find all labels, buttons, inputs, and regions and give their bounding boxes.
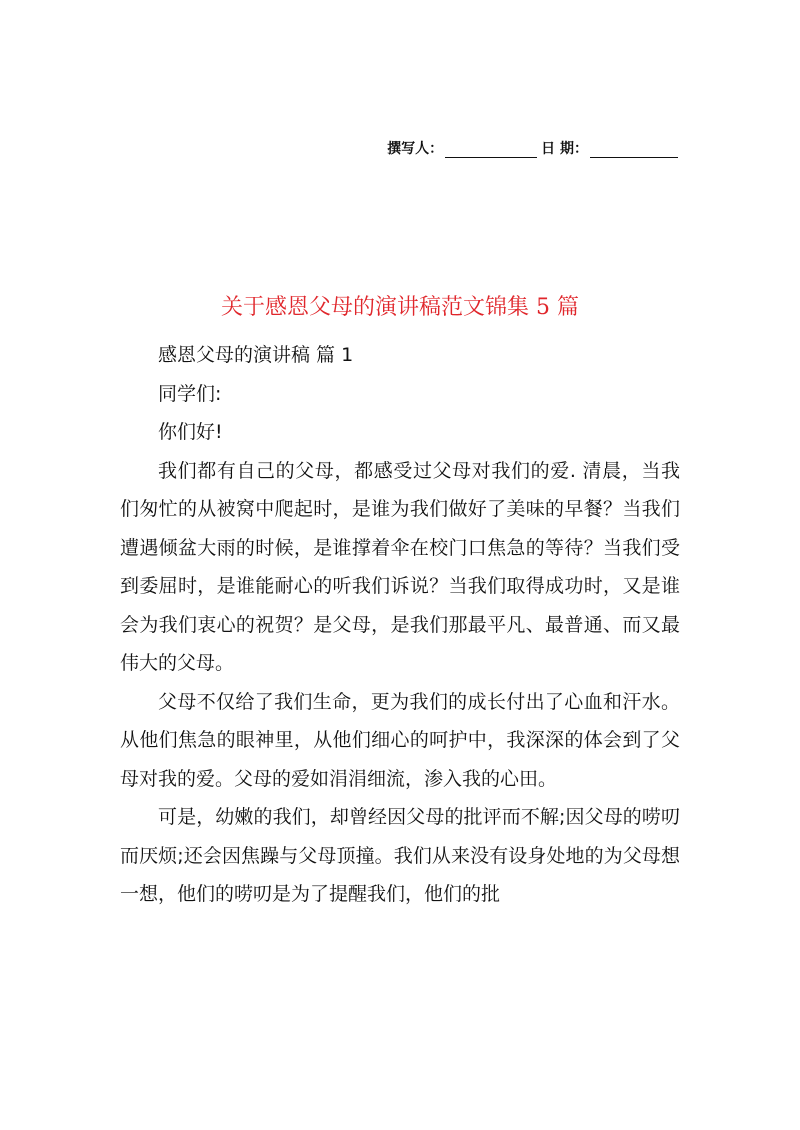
section-heading: 感恩父母的演讲稿 篇 1 [158,344,354,366]
author-date-line [387,138,680,158]
body-paragraph: 我们都有自己的父母，都感受过父母对我们的爱. 清晨，当我们匆忙的从被窝中爬起时，是谁为我们做好了美味的早餐？当我们遭遇倾盆大雨的时候，是谁撑着伞在校门口焦急的等待？当我们受到委屈时，是谁能耐心的听我们诉说？当我们取得成功时，又是谁会为我们衷心的祝贺？是父母，是我们那最平凡、最普通、而又最伟大的父母。 [120,459,680,674]
author-label: 撰写人： [387,141,444,157]
salutation: 同学们: [158,382,222,405]
body-paragraph: 父母不仅给了我们生命，更为我们的成长付出了心血和汗水。从他们焦急的眼神里，从他们细心的呵护中，我深深的体会到了父母对我的爱。父母的爱如涓涓细流，渗入我的心田。 [120,690,680,790]
date-blank-line [590,141,678,158]
document-title: 关于感恩父母的演讲稿范文锦集 5 篇 [221,295,579,320]
document-body [120,336,680,914]
author-blank-line [445,141,537,158]
greeting: 你们好! [158,421,223,443]
date-label: 日 期： [541,141,588,157]
body-paragraph: 可是，幼嫩的我们，却曾经因父母的批评而不解;因父母的唠叨而厌烦;还会因焦躁与父母顶撞。我们从来没有设身处地的为父母想一想，他们的唠叨是为了提醒我们，他们的批 [120,806,680,905]
